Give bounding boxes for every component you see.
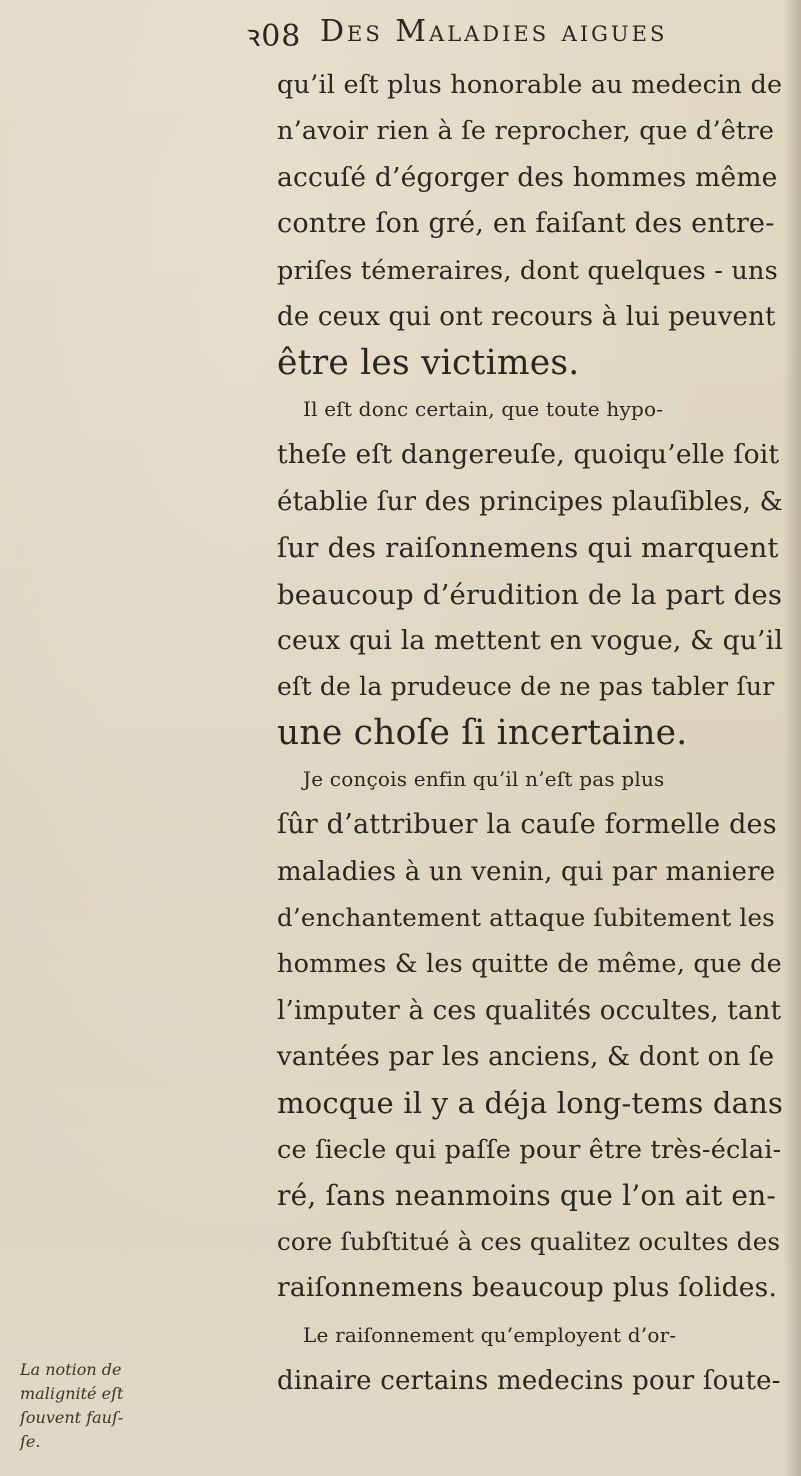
text-line: Il eſt donc certain, que toute hypo- xyxy=(303,397,664,421)
text-line: de ceux qui ont recours à lui peuvent xyxy=(277,302,776,332)
margin-note-line: La notion de xyxy=(20,1360,122,1379)
text-line: maladies à un venin, qui par maniere xyxy=(277,857,776,887)
text-line: ſûr d’attribuer la cauſe formelle des xyxy=(277,809,777,840)
page-number: ꝛ08 xyxy=(246,19,302,54)
text-line: theſe eſt dangereuſe, quoiqu’elle ſoit xyxy=(277,439,780,470)
page-header xyxy=(0,14,801,54)
text-line: une choſe ſi incertaine. xyxy=(277,713,688,753)
text-line: Le raiſonnement qu’employent d’or- xyxy=(303,1323,677,1347)
text-line: vantées par les anciens, & dont on ſe xyxy=(277,1042,775,1072)
text-line: ſur des raiſonnemens qui marquent xyxy=(277,532,779,564)
text-line: mocque il y a déja long-tems dans xyxy=(277,1086,784,1120)
text-line: être les victimes. xyxy=(277,343,580,383)
text-line: beaucoup d’érudition de la part des xyxy=(277,579,783,611)
running-title: Des Maladies aigues xyxy=(320,14,668,49)
text-line: eſt de la prudeuce de ne pas tabler ſur xyxy=(277,672,775,701)
text-line: dinaire certains medecins pour ſoute- xyxy=(277,1366,781,1396)
text-line: ré, ſans neanmoins que l’on ait en- xyxy=(277,1179,777,1212)
margin-note xyxy=(20,1358,140,1454)
margin-note-line: malignité eſt xyxy=(20,1384,124,1403)
text-line: qu’il eſt plus honorable au medecin de xyxy=(277,70,783,100)
text-line: accuſé d’égorger des hommes même xyxy=(277,162,778,193)
text-line: hommes & les quitte de même, que de xyxy=(277,949,782,979)
text-line: n’avoir rien à ſe reprocher, que d’être xyxy=(277,116,775,146)
text-line: ceux qui la mettent en vogue, & qu’il xyxy=(277,625,783,656)
text-line: ce ſiecle qui paſſe pour être très-éclai- xyxy=(277,1135,782,1165)
text-line: contre ſon gré, en faiſant des entre- xyxy=(277,208,775,239)
text-line: l’imputer à ces qualités occultes, tant xyxy=(277,996,782,1026)
text-line: établie ſur des principes plauſibles, & xyxy=(277,487,783,517)
text-line: priſes témeraires, dont quelques - uns xyxy=(277,256,778,286)
text-line: Je conçois enfin qu’il n’eſt pas plus xyxy=(303,767,665,791)
margin-note-line: ſouvent fauſ- xyxy=(20,1408,124,1427)
text-line: raiſonnemens beaucoup plus ſolides. xyxy=(277,1272,778,1303)
text-line: d’enchantement attaque ſubitement les xyxy=(277,903,775,932)
page-edge-shadow xyxy=(783,0,801,1476)
margin-note-line: ſe. xyxy=(20,1432,41,1451)
text-line: core ſubſtitué à ces qualitez ocultes des xyxy=(277,1227,781,1256)
